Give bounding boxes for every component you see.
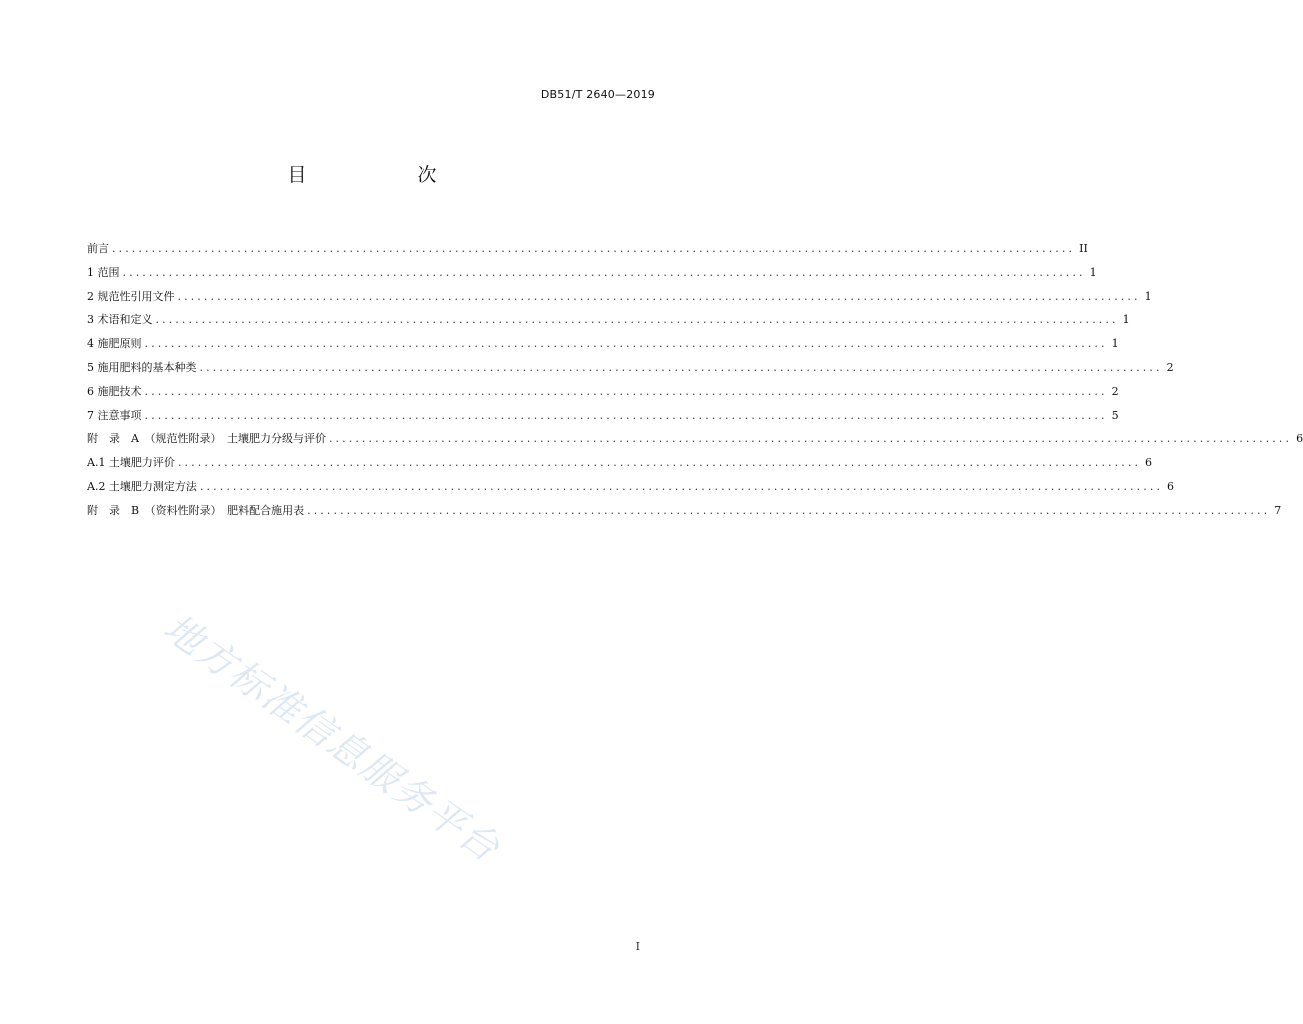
toc-page-number: 1 — [1089, 265, 1097, 279]
toc-page-number: 5 — [1111, 408, 1119, 422]
toc-leader-dots: .................................................................................................................................................. — [144, 384, 1108, 398]
toc-label: 附 录 A （规范性附录） 土壤肥力分级与评价 — [87, 432, 326, 446]
toc-label: 4 施肥原则 — [87, 337, 142, 351]
toc-leader-dots: .................................................................................................................................................. — [328, 432, 1293, 446]
toc-page-number: 1 — [1111, 337, 1119, 351]
toc-page-number: II — [1079, 242, 1088, 255]
toc-label: A.1 土壤肥力评价 — [87, 456, 175, 470]
toc-leader-dots: .................................................................................................................................................. — [144, 408, 1108, 422]
toc-label: A.2 土壤肥力测定方法 — [87, 479, 197, 493]
toc-row-normative-references[interactable] — [87, 288, 1152, 312]
page-title: 目 次 — [287, 164, 483, 186]
toc-page-number: 2 — [1111, 384, 1119, 398]
toc-leader-dots: .................................................................................................................................................. — [177, 456, 1142, 470]
toc-leader-dots: .................................................................................................................................................. — [307, 503, 1271, 517]
toc-page-number: 1 — [1122, 313, 1130, 327]
toc-row-fertilization-principles[interactable] — [87, 335, 1119, 359]
watermark: 地方标准信息服务平台 — [155, 605, 509, 871]
toc-page-number: 2 — [1166, 360, 1174, 374]
toc-row-precautions[interactable] — [87, 407, 1119, 431]
toc-row-appendix-a1[interactable] — [87, 454, 1153, 478]
toc-label: 前言 — [87, 242, 109, 255]
toc-label: 5 施用肥料的基本种类 — [87, 360, 197, 374]
toc-row-appendix-a2[interactable] — [87, 478, 1175, 502]
toc-row-scope[interactable] — [87, 264, 1097, 288]
toc-page-number: 6 — [1167, 479, 1175, 493]
toc-label: 附 录 B （资料性附录） 肥料配合施用表 — [87, 503, 305, 517]
toc-row-appendix-b[interactable] — [87, 502, 1282, 526]
page-number: I — [635, 940, 640, 953]
toc-label: 7 注意事项 — [87, 408, 142, 422]
toc-leader-dots: .................................................................................................................................................. — [112, 242, 1076, 255]
toc-page-number: 1 — [1144, 289, 1152, 303]
toc-leader-dots: .................................................................................................................................................. — [177, 289, 1141, 303]
toc-row-fertilization-techniques[interactable] — [87, 383, 1119, 407]
toc-row-fertilizer-types[interactable] — [87, 359, 1174, 383]
toc-page-number: 6 — [1296, 432, 1303, 446]
toc-leader-dots: .................................................................................................................................................. — [144, 337, 1108, 351]
toc-row-terms-definitions[interactable] — [87, 311, 1130, 335]
toc-leader-dots: .................................................................................................................................................. — [122, 265, 1086, 279]
standard-code: DB51/T 2640—2019 — [540, 88, 655, 101]
toc-leader-dots: .................................................................................................................................................. — [199, 360, 1163, 374]
toc-label: 2 规范性引用文件 — [87, 289, 175, 303]
toc-label: 3 术语和定义 — [87, 313, 153, 327]
toc-row-foreword[interactable] — [87, 240, 1088, 264]
toc-leader-dots: .................................................................................................................................................. — [155, 313, 1119, 327]
toc-leader-dots: .................................................................................................................................................. — [199, 479, 1164, 493]
toc-label: 6 施肥技术 — [87, 384, 142, 398]
toc-page-number: 6 — [1145, 456, 1153, 470]
toc-row-appendix-a[interactable] — [87, 430, 1303, 454]
table-of-contents — [87, 240, 1303, 526]
toc-label: 1 范围 — [87, 265, 120, 279]
toc-page-number: 7 — [1274, 503, 1282, 517]
